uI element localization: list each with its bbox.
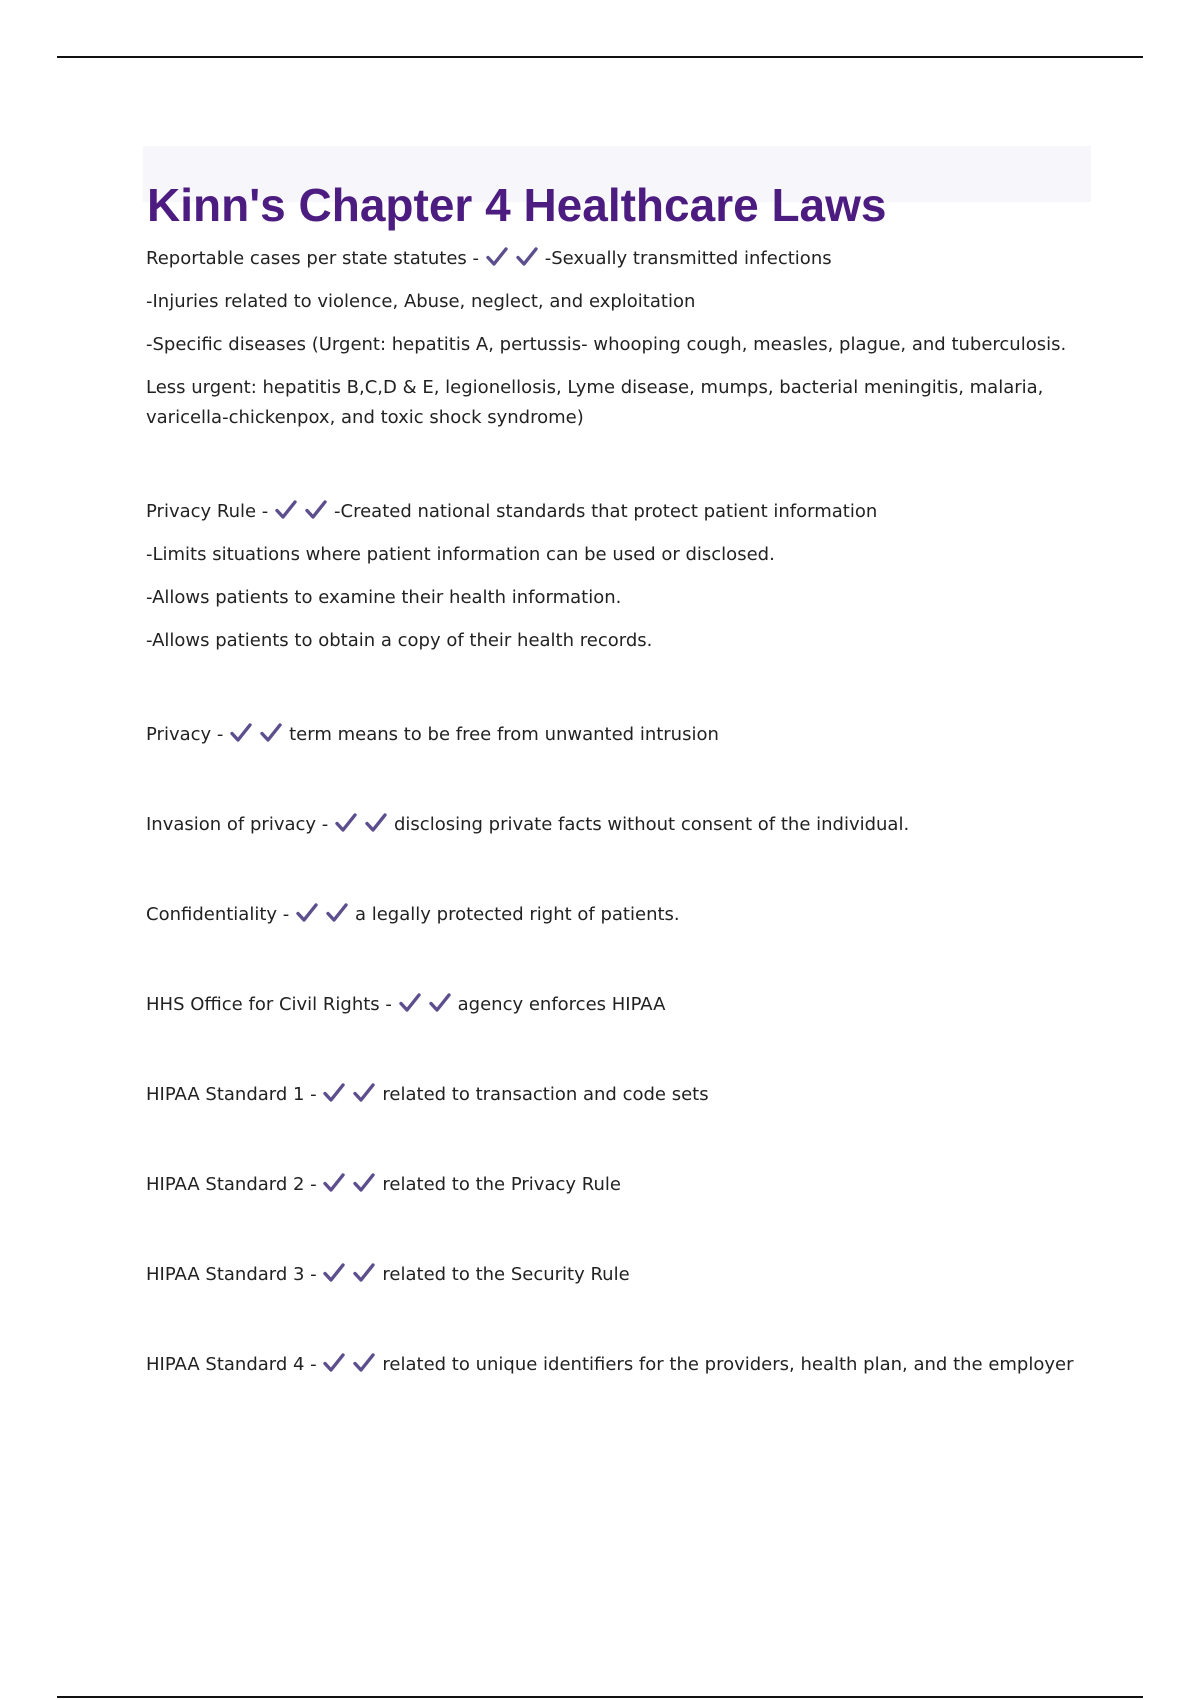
check-mark-icon — [325, 901, 351, 925]
entry-answer: -Created national standards that protect patient information — [334, 501, 878, 522]
entry-detail-line: -Injuries related to violence, Abuse, neglect, and exploitation — [146, 291, 696, 312]
entry-line — [146, 810, 1091, 840]
entry-term: HHS Office for Civil Rights - — [146, 994, 398, 1015]
entry-line — [146, 720, 1091, 750]
entry-line — [146, 1350, 1091, 1380]
entry-term: Privacy Rule - — [146, 501, 275, 522]
check-mark-icon — [322, 1171, 348, 1195]
entry-answer: related to unique identifiers for the providers, health plan, and the employer — [382, 1354, 1074, 1375]
check-mark-icon — [229, 721, 255, 745]
entry-term: HIPAA Standard 4 - — [146, 1354, 323, 1375]
entry-term: Reportable cases per state statutes - — [146, 248, 485, 269]
check-mark-icon — [485, 245, 511, 269]
entry-line — [146, 1170, 1091, 1200]
entry-answer: related to the Privacy Rule — [382, 1174, 621, 1195]
entry-line — [146, 244, 1091, 274]
check-mark-icon — [352, 1351, 378, 1375]
check-mark-icon — [334, 811, 360, 835]
entry-answer: related to transaction and code sets — [382, 1084, 709, 1105]
entry-answer: a legally protected right of patients. — [354, 904, 680, 925]
check-mark-icon — [428, 991, 454, 1015]
check-mark-icon — [322, 1351, 348, 1375]
check-mark-icon — [274, 498, 300, 522]
check-mark-icon — [295, 901, 321, 925]
entry-line — [146, 497, 1091, 527]
entry-answer: term means to be free from unwanted intrusion — [289, 724, 719, 745]
entry-detail-line: -Allows patients to examine their health information. — [146, 587, 622, 608]
entry-term: Confidentiality - — [146, 904, 295, 925]
top-rule — [57, 56, 1143, 58]
page-title: Kinn's Chapter 4 Healthcare Laws — [147, 178, 887, 231]
entry-answer: related to the Security Rule — [382, 1264, 630, 1285]
entry-term: HIPAA Standard 2 - — [146, 1174, 323, 1195]
check-mark-icon — [259, 721, 285, 745]
entry-detail-line: -Limits situations where patient information can be used or disclosed. — [146, 544, 775, 565]
entry-line — [146, 1080, 1091, 1110]
check-mark-icon — [352, 1081, 378, 1105]
check-mark-icon — [304, 498, 330, 522]
entry-line — [146, 990, 1091, 1020]
entry-line — [146, 900, 1091, 930]
check-mark-icon — [364, 811, 390, 835]
entry-line — [146, 1260, 1091, 1290]
check-mark-icon — [398, 991, 424, 1015]
entry-term: HIPAA Standard 1 - — [146, 1084, 323, 1105]
entry-term: Privacy - — [146, 724, 230, 745]
entry-detail-line: -Specific diseases (Urgent: hepatitis A, pertussis- whooping cough, measles, plague, and tuberculosis. — [146, 334, 1067, 355]
bottom-rule — [57, 1696, 1143, 1698]
check-mark-icon — [322, 1081, 348, 1105]
entry-answer: -Sexually transmitted infections — [544, 248, 832, 269]
entry-answer: agency enforces HIPAA — [457, 994, 666, 1015]
entry-answer: disclosing private facts without consent of the individual. — [394, 814, 910, 835]
check-mark-icon — [322, 1261, 348, 1285]
entry-detail-line: -Allows patients to obtain a copy of their health records. — [146, 630, 653, 651]
check-mark-icon — [352, 1261, 378, 1285]
entry-term: Invasion of privacy - — [146, 814, 334, 835]
entry-term: HIPAA Standard 3 - — [146, 1264, 323, 1285]
check-mark-icon — [352, 1171, 378, 1195]
document-body — [146, 244, 1091, 1380]
check-mark-icon — [515, 245, 541, 269]
entry-detail-line: Less urgent: hepatitis B,C,D & E, legionellosis, Lyme disease, mumps, bacterial meningitis, malaria, varicella-chickenpox, and toxic shock syndrome) — [146, 377, 1044, 428]
